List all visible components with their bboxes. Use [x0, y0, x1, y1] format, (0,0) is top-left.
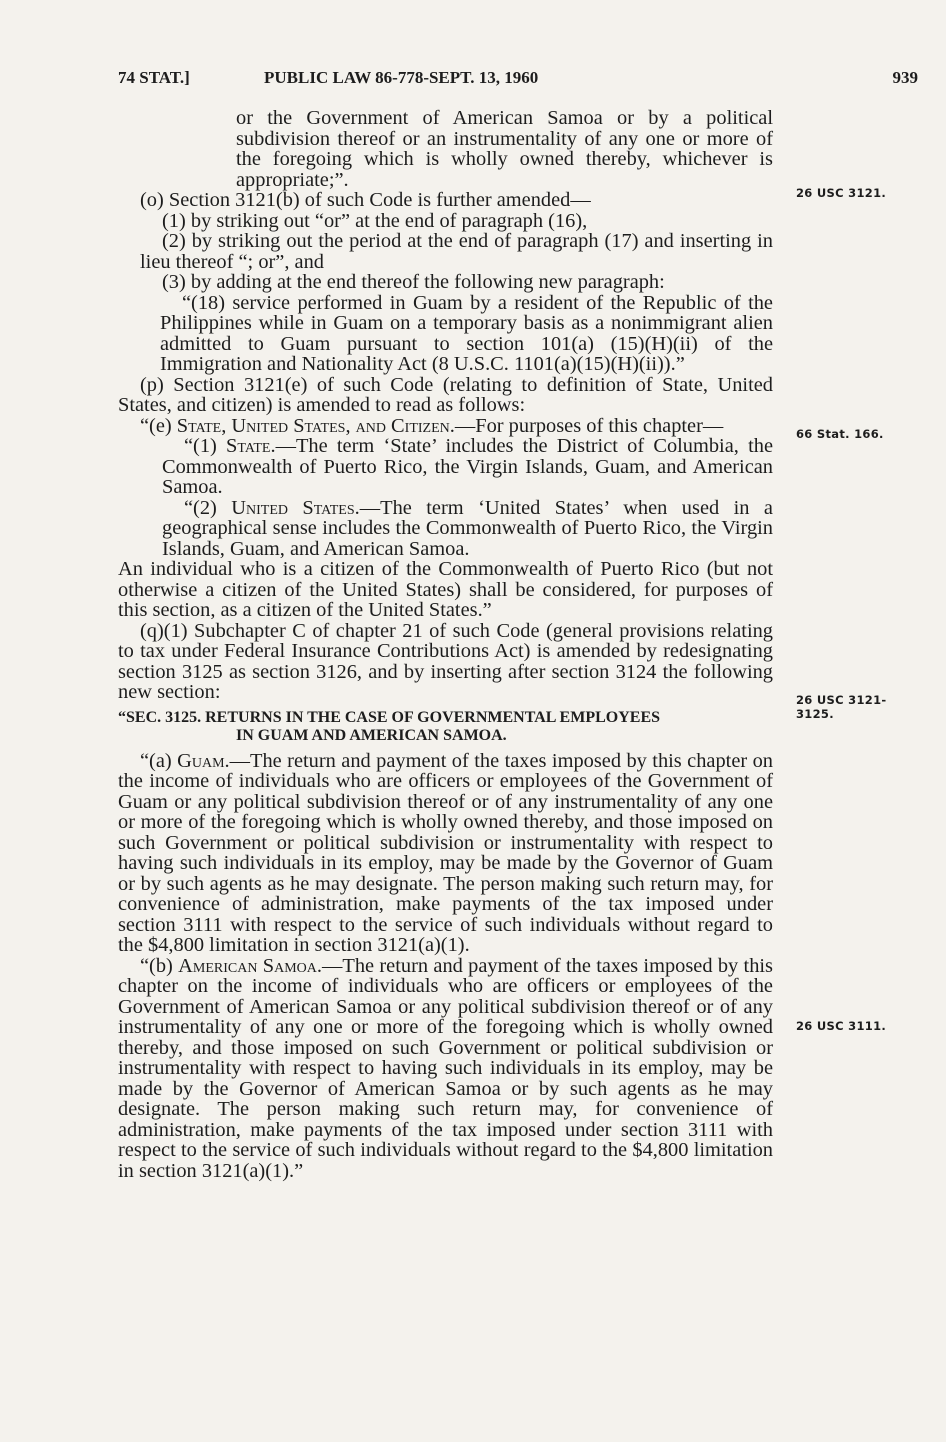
header-title: PUBLIC LAW 86-778-SEPT. 13, 1960	[264, 68, 539, 87]
paragraph-o: (o) Section 3121(b) of such Code is further amended—	[140, 189, 591, 211]
margin-note-2: 66 Stat. 166.	[796, 427, 884, 441]
section-heading-line-2: IN GUAM AND AMERICAN SAMOA.	[236, 726, 507, 744]
paragraph-b-lead: “(b)	[140, 954, 179, 977]
paragraph-e-text: —For purposes of this chapter—	[454, 414, 724, 437]
paragraph-18: “(18) service performed in Guam by a resident of the Republic of the Philippines while in Guam on a temporary basis as a nonimmigrant alien admitted to Guam pursuant to section 101(a) (15)(H)(ii) of the Immigration and Nationality Act (8 U.S.C. 1101(a)(15)(H)(ii)).”	[160, 291, 773, 375]
section-heading	[118, 709, 773, 745]
margin-note-3	[796, 693, 916, 721]
paragraph-o-1: (1) by striking out “or” at the end of paragraph (16),	[162, 209, 588, 232]
paragraph-a-guam	[118, 751, 773, 956]
paragraph-a-lead: “(a)	[140, 749, 178, 772]
paragraph-p: (p) Section 3121(e) of such Code (relating to definition of State, United States, and citizen) is amended to read as follows:	[118, 373, 773, 416]
paragraph-e	[118, 416, 773, 437]
paragraph-citizen: An individual who is a citizen of the Commonwealth of Puerto Rico (but not otherwise a citizen of the United States) shall be considered, for purposes of this section, as a citizen of the United States.”	[118, 558, 773, 621]
paragraph-b-heading: American Samoa.	[178, 954, 322, 977]
paragraph-e-1	[118, 436, 773, 498]
paragraph-e-1-text: —The term ‘State’ includes the District of Columbia, the Commonwealth of Puerto Rico, the Virgin Islands, Guam, and American Samoa.	[162, 435, 773, 498]
margin-note-3a: 26 USC 3121-	[796, 693, 887, 707]
paragraph-e-1-heading: State.	[226, 435, 276, 457]
header-page-number: 939	[892, 68, 918, 87]
running-header	[118, 68, 918, 92]
paragraph-o-2: (2) by striking out the period at the end of paragraph (17) and inserting in lieu thereof “; or”, and	[140, 230, 773, 273]
paragraph-e-heading: State, United States, and Citizen.	[176, 414, 455, 437]
paragraph-e-2	[118, 498, 773, 560]
margin-note-4: 26 USC 3111.	[796, 1019, 887, 1033]
paragraph-o-3: (3) by adding at the end thereof the following new paragraph:	[162, 271, 665, 293]
paragraph-e-2-text: —The term ‘United States’ when used in a geographical sense includes the Commonwealth of Puerto Rico, the Virgin Islands, Guam, and American Samoa.	[162, 496, 773, 560]
header-volume: 74 STAT.]	[118, 68, 190, 87]
paragraph-e-2-lead: “(2)	[184, 496, 232, 519]
margin-note-3b: 3125.	[796, 707, 834, 721]
paragraph-b-text: —The return and payment of the taxes imposed by this chapter on the income of individuals who are officers or employees of the Government of American Samoa or any political subdivision thereof or of any instrumentality of any one or more of the foregoing which is wholly owned thereby, and those imposed on such Government or political subdivision or instrumentality with respect to having such individuals in its employ, may be made by the Governor of American Samoa or by such agents as he may designate. The person making such return may, for convenience of administration, make payments of the tax imposed under section 3111 with respect to the service of such individuals without regard to the $4,800 limitation in section 3121(a)(1).”	[118, 954, 773, 1182]
section-heading-line-1: “SEC. 3125. RETURNS IN THE CASE OF GOVERNMENTAL EMPLOYEES	[118, 708, 661, 726]
paragraph-b-samoa	[118, 956, 773, 1182]
margin-note-1: 26 USC 3121.	[796, 186, 887, 200]
paragraph-q: (q)(1) Subchapter C of chapter 21 of such Code (general provisions relating to tax under Federal Insurance Contributions Act) is amended by redesignating section 3125 as section 3126, and by inserting after section 3124 the following new section:	[118, 619, 773, 703]
paragraph-1: or the Government of American Samoa or by a political subdivision thereof or an instrumentality of any one or more of the foregoing which is wholly owned thereby, whichever is appropriate;”.	[236, 107, 773, 191]
paragraph-e-lead: “(e)	[140, 414, 177, 437]
body-text	[118, 108, 773, 1181]
paragraph-a-text: —The return and payment of the taxes imposed by this chapter on the income of individuals who are officers or employees of the Government of Guam or any political subdivision thereof or of any instrumentality of any one or more of the foregoing which is wholly owned thereby, and those imposed on such Government or political subdivision or instrumentality with respect to having such individuals in its employ, may be made by the Governor of Guam or by such agents as he may designate. The person making such return may, for convenience of administration, make payments of the tax imposed under section 3111 with respect to the service of such individuals without regard to the $4,800 limitation in section 3121(a)(1).	[118, 749, 773, 956]
paragraph-a-heading: Guam.	[177, 749, 230, 772]
paragraph-e-1-lead: “(1)	[184, 435, 227, 457]
paragraph-e-2-heading: United States.	[231, 496, 360, 519]
